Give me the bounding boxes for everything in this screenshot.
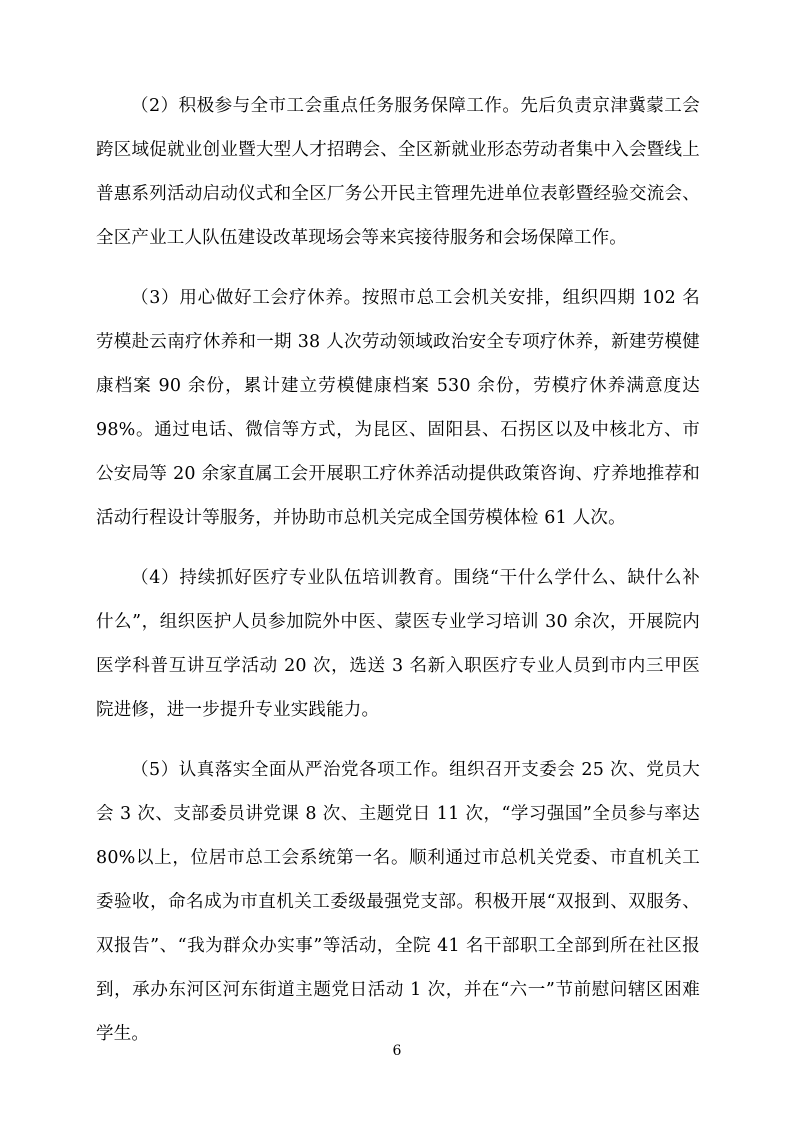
- paragraph-4: （4）持续抓好医疗专业队伍培训教育。围绕“干什么学什么、缺什么补什么”，组织医护人员参加院外中医、蒙医专业学习培训 30 余次，开展院内医学科普互讲互学活动 20 次，选送 3 名新入职医疗专业人员到市内三甲医院进修，进一步提升专业实践能力。: [96, 568, 700, 720]
- document-body: [96, 84, 700, 1056]
- paragraph-3: （3）用心做好工会疗休养。按照市总工会机关安排，组织四期 102 名劳模赴云南疗休养和一期 38 人次劳动领域政治安全专项疗休养，新建劳模健康档案 90 余份，累计建立劳模健康档案 530 余份，劳模疗休养满意度达 98%。通过电话、微信等方式，为昆区、固阳县、石拐区以及中核北方、市公安局等 20 余家直属工会开展职工疗休养活动提供政策咨询、疗养地推荐和活动行程设计等服务，并协助市总机关完成全国劳模体检 61 人次。: [96, 288, 700, 528]
- paragraph-5: （5）认真落实全面从严治党各项工作。组织召开支委会 25 次、党员大会 3 次、支部委员讲党课 8 次、主题党日 11 次，“学习强国”全员参与率达 80%以上，位居市总工会系统第一名。顺利通过市总机关党委、市直机关工委验收，命名成为市直机关工委级最强党支部。积极开展“双报到、双服务、双报告”、“我为群众办实事”等活动，全院 41 名干部职工全部到所在社区报到，承办东河区河东街道主题党日活动 1 次，并在“六一”节前慰问辖区困难学生。: [96, 760, 700, 1044]
- paragraph-2: （2）积极参与全市工会重点任务服务保障工作。先后负责京津冀蒙工会跨区域促就业创业暨大型人才招聘会、全区新就业形态劳动者集中入会暨线上普惠系列活动启动仪式和全区厂务公开民主管理先进单位表彰暨经验交流会、全区产业工人队伍建设改革现场会等来宾接待服务和会场保障工作。: [96, 96, 700, 248]
- page-number: 6: [392, 1043, 402, 1059]
